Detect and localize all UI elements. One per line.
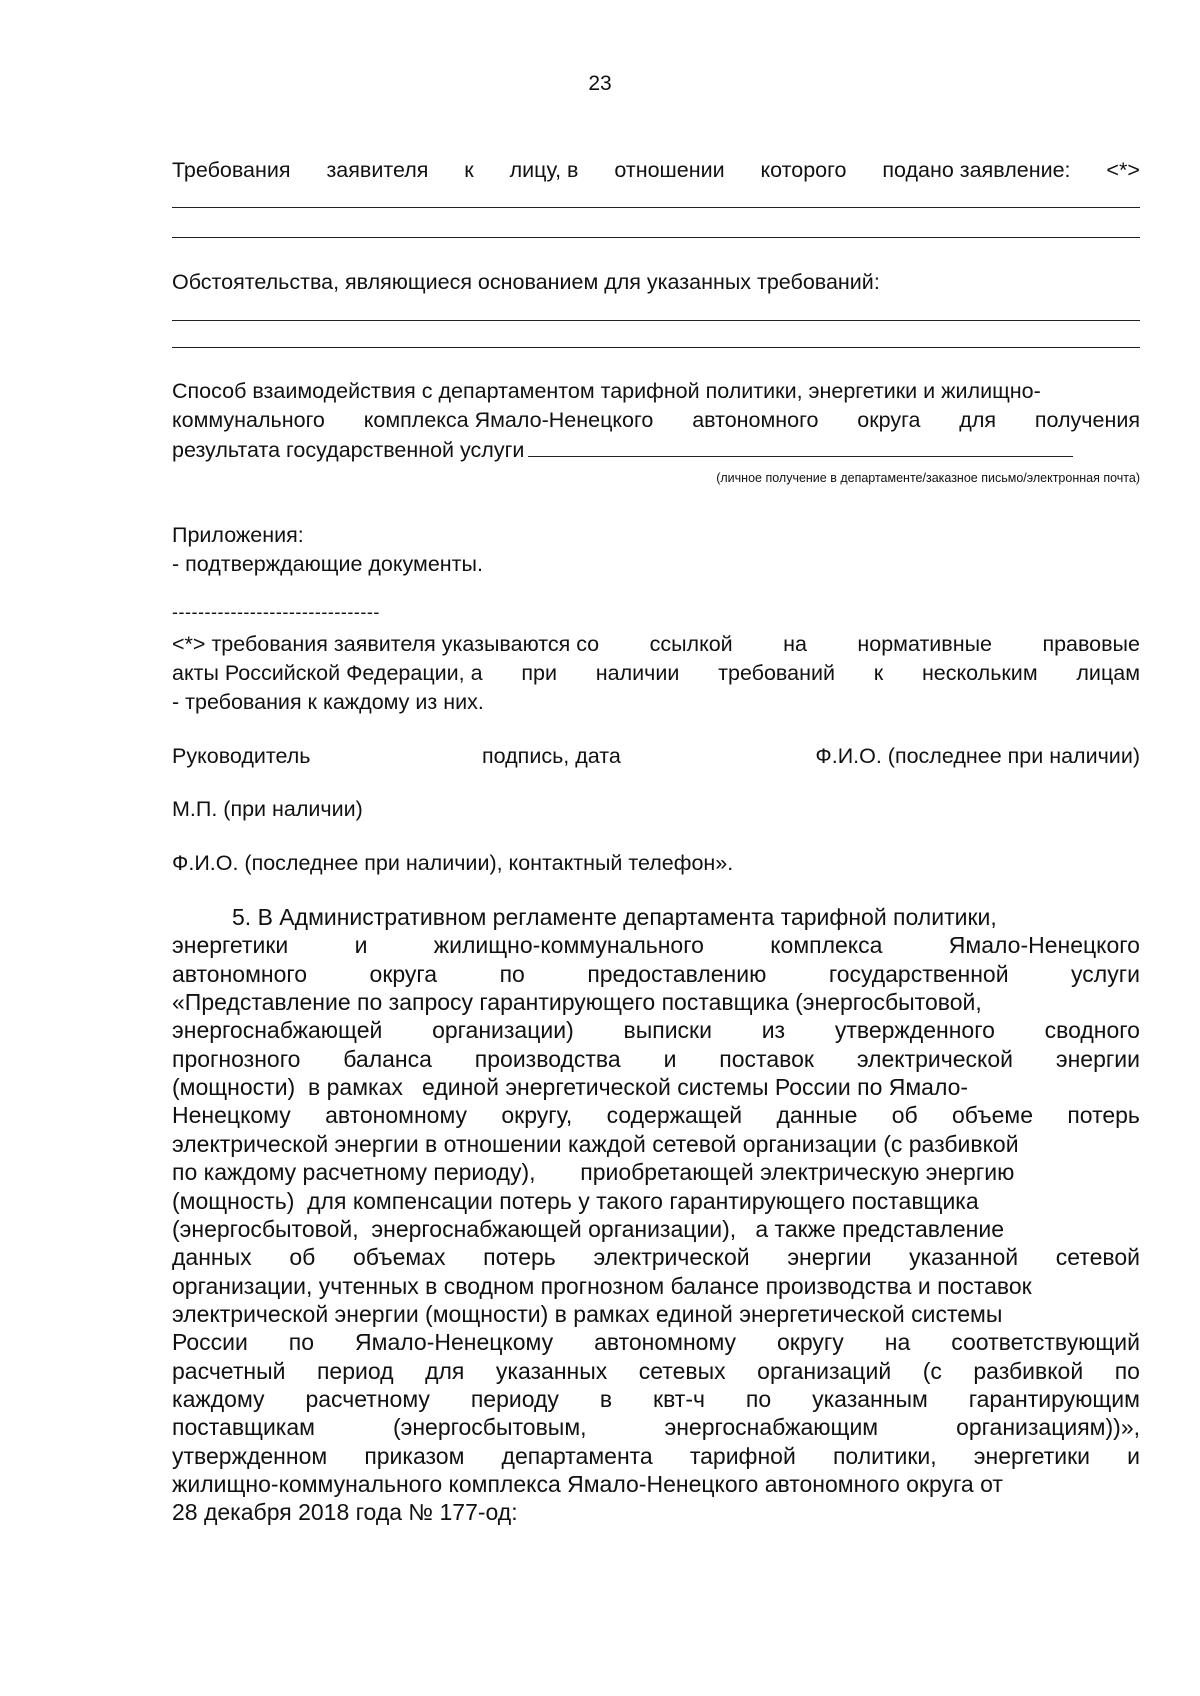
paragraph-5-word: услуги xyxy=(1071,960,1140,987)
paragraph-5-word: (энергосбытовым, xyxy=(392,1414,587,1441)
paragraph-5-word: баланса xyxy=(343,1045,432,1072)
paragraph-5-word: указанным xyxy=(812,1385,928,1412)
paragraph-5-word: поставок xyxy=(719,1045,814,1072)
paragraph-5-word: автономного xyxy=(172,960,308,987)
footnote-line-3: - требования к каждому из них. xyxy=(172,690,484,714)
paragraph-5-word: соответствующий xyxy=(951,1329,1140,1356)
interaction-word: автономного xyxy=(692,408,819,432)
paragraph-5-word: поставщикам xyxy=(172,1414,315,1441)
paragraph-5-word: и xyxy=(354,932,368,959)
paragraph-5-word: энергии xyxy=(787,1244,872,1271)
paragraph-5-word: электрической xyxy=(856,1045,1013,1072)
footnote-word: <*> требования заявителя указываются со xyxy=(172,632,600,656)
paragraph-5-word: и xyxy=(1127,1442,1140,1469)
paragraph-5-word: электрической xyxy=(593,1244,750,1271)
requirements-word: отношении xyxy=(614,158,725,182)
interaction-word: коммунального xyxy=(172,408,325,432)
paragraph-5-line: электрической энергии (мощности) в рамках единой энергетической системы xyxy=(172,1300,1003,1327)
paragraph-5-word: округа xyxy=(369,960,438,987)
paragraph-5-word: объемах xyxy=(353,1244,446,1271)
paragraph-5-line xyxy=(172,1385,1140,1413)
paragraph-5-word: энергетики xyxy=(973,1442,1091,1469)
paragraph-5-word: объеме xyxy=(952,1102,1033,1129)
paragraph-5-line: 5. В Административном регламенте департамента тарифной политики, xyxy=(232,904,997,930)
paragraph-5-word: России xyxy=(172,1329,248,1356)
paragraph-5-line xyxy=(172,931,1140,959)
paragraph-5-line xyxy=(172,1413,1140,1441)
paragraph-5-word: расчетный xyxy=(172,1357,286,1384)
paragraph-5-word: производства xyxy=(474,1045,621,1072)
paragraph-5-word: утвержденного xyxy=(834,1017,995,1044)
requirements-blank-line-1[interactable] xyxy=(172,207,1140,208)
footnote-word: при xyxy=(521,661,557,685)
paragraph-5-word: округу, xyxy=(501,1102,573,1129)
signature-stamp: М.П. (при наличии) xyxy=(172,797,363,821)
interaction-word: округа xyxy=(857,408,921,432)
paragraph-5-word: периоду xyxy=(470,1385,559,1412)
paragraph-5-line: 28 декабря 2018 года № 177-од: xyxy=(172,1499,518,1526)
paragraph-5-word: округу xyxy=(777,1329,844,1356)
footnote-line-1 xyxy=(172,630,1140,658)
requirements-word: лицу, в xyxy=(509,158,579,182)
paragraph-5-word: указанных xyxy=(495,1357,608,1384)
paragraph-5-word: организаций xyxy=(757,1357,892,1384)
paragraph-5-word: организациям))», xyxy=(956,1414,1140,1441)
paragraph-5-line: электрической энергии в отношении каждой сетевой организации (с разбивкой xyxy=(172,1130,1019,1157)
paragraph-5-word: энергетики xyxy=(172,932,289,959)
paragraph-5-line xyxy=(172,1243,1140,1271)
paragraph-5-word: энергоснабжающим xyxy=(664,1414,879,1441)
paragraph-5-line xyxy=(172,1101,1140,1129)
interaction-line-2 xyxy=(172,406,1140,434)
paragraph-5-line xyxy=(172,1442,1140,1470)
footnote-line-2 xyxy=(172,659,1140,687)
paragraph-5-line: «Представление по запросу гарантирующего поставщика (энергосбытовой, xyxy=(172,989,982,1016)
paragraph-5-line xyxy=(172,1328,1140,1356)
paragraph-5-word: каждому xyxy=(172,1385,265,1412)
paragraph-5-word: энергии xyxy=(1055,1045,1140,1072)
paragraph-5-word: автономному xyxy=(594,1329,737,1356)
paragraph-5-word: указанной xyxy=(909,1244,1019,1271)
attachments-title: Приложения: xyxy=(172,523,304,547)
footnote-word: требований xyxy=(718,661,835,685)
paragraph-5-word: об xyxy=(891,1102,918,1129)
paragraph-5-line: жилищно-коммунального комплекса Ямало-Ненецкого автономного округа от xyxy=(172,1471,1003,1497)
paragraph-5-word: потерь xyxy=(483,1244,556,1271)
requirements-blank-line-2[interactable] xyxy=(172,237,1140,238)
paragraph-5-word: энергоснабжающей xyxy=(172,1017,383,1044)
requirements-word: к xyxy=(464,158,474,182)
paragraph-5-word: жилищно-коммунального xyxy=(433,932,704,959)
signature-contact: Ф.И.О. (последнее при наличии), контактный телефон». xyxy=(172,851,734,875)
attachments-item: - подтверждающие документы. xyxy=(172,552,483,576)
paragraph-5-word: из xyxy=(761,1017,786,1044)
paragraph-5-word: в xyxy=(599,1385,613,1412)
paragraph-5-line: организации, учтенных в сводном прогнозном балансе производства и поставок xyxy=(172,1272,1032,1299)
paragraph-5-word: данные xyxy=(776,1102,858,1129)
paragraph-5-word: потерь xyxy=(1067,1102,1140,1129)
circumstances-blank-line-2[interactable] xyxy=(172,347,1140,348)
requirements-label xyxy=(172,156,1140,184)
signature-head: Руководитель xyxy=(172,744,311,768)
paragraph-5-word: прогнозного xyxy=(172,1045,301,1072)
requirements-word: которого xyxy=(760,158,847,182)
paragraph-5-line: (мощность) для компенсации потерь у такого гарантирующего поставщика xyxy=(172,1187,979,1214)
paragraph-5-word: утвержденном xyxy=(172,1442,328,1469)
paragraph-5-word: (с xyxy=(922,1357,942,1384)
interaction-word: получения xyxy=(1034,408,1140,432)
paragraph-5-word: по xyxy=(1114,1357,1140,1384)
paragraph-5-word: Ямало-Ненецкого xyxy=(948,932,1140,959)
paragraph-5-line: (мощности) в рамках единой энергетической системы России по Ямало- xyxy=(172,1074,969,1101)
interaction-hint: (личное получение в департаменте/заказное письмо/электронная почта) xyxy=(716,471,1140,485)
paragraph-5-word: тарифной xyxy=(689,1442,796,1469)
paragraph-5-word: Ямало-Ненецкому xyxy=(355,1329,554,1356)
paragraph-5-word: расчетному xyxy=(305,1385,430,1412)
paragraph-5-word: данных xyxy=(172,1244,252,1271)
paragraph-5-word: сетевой xyxy=(1055,1244,1140,1271)
signature-sign: подпись, дата xyxy=(482,744,621,768)
paragraph-5-word: на xyxy=(884,1329,911,1356)
footnote-word: нескольким xyxy=(921,661,1038,685)
footnote-word: лицам xyxy=(1076,661,1140,685)
paragraph-5-word: об xyxy=(289,1244,316,1271)
paragraph-5-line xyxy=(172,960,1140,988)
paragraph-5-line xyxy=(172,1016,1140,1044)
paragraph-5-word: приказом xyxy=(364,1442,465,1469)
interaction-line-3-text: результата государственной услуги xyxy=(172,438,525,462)
requirements-word: Требования xyxy=(172,158,291,182)
paragraph-5-line: по каждому расчетному периоду), приобретающей электрическую энергию xyxy=(172,1159,1015,1186)
requirements-word: подано заявление: xyxy=(882,158,1071,182)
paragraph-5-word: комплекса xyxy=(770,932,883,959)
paragraph-5-word: автономному xyxy=(325,1102,468,1129)
circumstances-blank-line-1[interactable] xyxy=(172,320,1140,321)
paragraph-5-word: по xyxy=(499,960,525,987)
footnote-word: акты Российской Федерации, а xyxy=(172,661,483,685)
paragraph-5-word: сводного xyxy=(1044,1017,1140,1044)
footnote-word: наличии xyxy=(595,661,680,685)
interaction-line-1: Способ взаимодействия с департаментом тарифной политики, энергетики и жилищно- xyxy=(172,379,1041,403)
paragraph-5-line xyxy=(172,1045,1140,1073)
interaction-word: комплекса Ямало-Ненецкого xyxy=(363,408,654,432)
paragraph-5-word: политики, xyxy=(832,1442,937,1469)
paragraph-5-word: департамента xyxy=(501,1442,653,1469)
footnote-word: правовые xyxy=(1042,632,1140,656)
paragraph-5-word: содержащей xyxy=(606,1102,743,1129)
paragraph-5-word: разбивкой xyxy=(973,1357,1084,1384)
paragraph-5-word: для xyxy=(425,1357,465,1384)
paragraph-5-word: предоставлению xyxy=(587,960,767,987)
page-number: 23 xyxy=(588,72,612,95)
footnote-word: нормативные xyxy=(857,632,993,656)
interaction-method-blank[interactable] xyxy=(528,438,1073,457)
paragraph-5-word: гарантирующим xyxy=(968,1385,1140,1412)
footnote-word: ссылкой xyxy=(649,632,733,656)
paragraph-5-word: Ненецкому xyxy=(172,1102,291,1129)
paragraph-5-word: сетевых xyxy=(638,1357,726,1384)
paragraph-5-word: период xyxy=(316,1357,394,1384)
paragraph-5-line: (энергосбытовой, энергоснабжающей организации), а также представление xyxy=(172,1215,1004,1242)
footnote-separator: -------------------------------- xyxy=(172,602,380,622)
interaction-word: для xyxy=(959,408,997,432)
requirements-word: <*> xyxy=(1106,158,1140,182)
paragraph-5-word: выписки xyxy=(623,1017,712,1044)
footnote-word: к xyxy=(873,661,884,685)
paragraph-5-word: и xyxy=(663,1045,677,1072)
footnote-word: на xyxy=(783,632,807,656)
paragraph-5-word: организации) xyxy=(432,1017,574,1044)
interaction-line-3 xyxy=(172,436,1140,464)
paragraph-5-word: по xyxy=(745,1385,772,1412)
paragraph-5-line xyxy=(172,1357,1140,1385)
requirements-word: заявителя xyxy=(326,158,429,182)
paragraph-5-word: государственной xyxy=(828,960,1009,987)
circumstances-label: Обстоятельства, являющиеся основанием для указанных требований: xyxy=(172,270,880,294)
paragraph-5-word: по xyxy=(288,1329,315,1356)
signature-fio: Ф.И.О. (последнее при наличии) xyxy=(815,744,1140,768)
paragraph-5-word: квт-ч xyxy=(653,1385,705,1412)
